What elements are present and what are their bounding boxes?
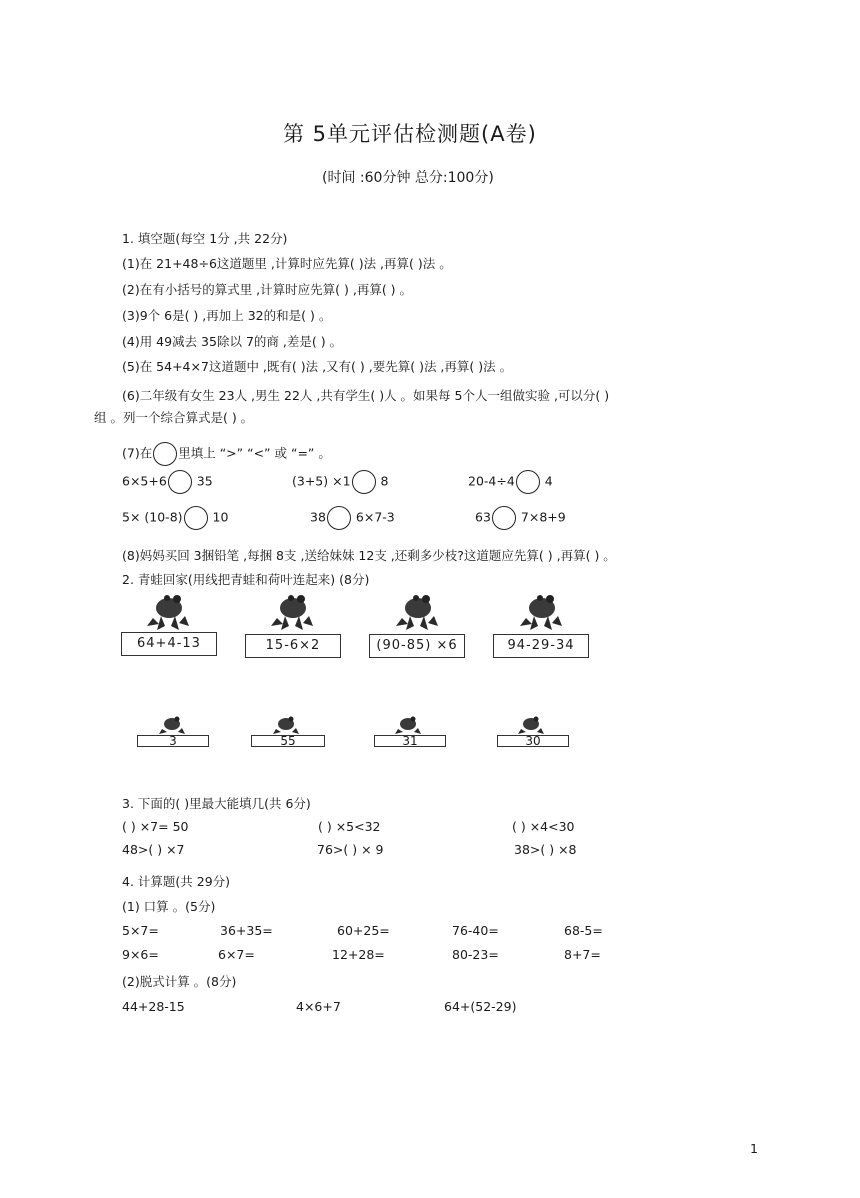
step-item: 4×6+7 bbox=[296, 999, 341, 1014]
q1-item-2: (2)在有小括号的算式里 ,计算时应先算( ) ,再算( ) 。 bbox=[122, 282, 413, 297]
compare-circle[interactable] bbox=[492, 506, 516, 530]
compare-right: 7×8+9 bbox=[520, 509, 566, 525]
answer-circle[interactable] bbox=[153, 442, 177, 466]
q1-item-6: (6)二年级有女生 23人 ,男生 22人 ,共有学生( )人 。如果每 5个人一组做实验 ,可以分( ) bbox=[122, 388, 610, 403]
q4-sub1: (1) 口算 。(5分) bbox=[122, 899, 216, 914]
compare-3 bbox=[468, 470, 553, 494]
q1-item-5: (5)在 54+4×7这道题中 ,既有( )法 ,又有( ) ,要先算( )法 ,再算( )法 。 bbox=[122, 359, 513, 374]
q2-heading: 2. 青蛙回家(用线把青蛙和荷叶连起来) (8分) bbox=[122, 572, 370, 587]
compare-left: 20-4÷4 bbox=[468, 473, 515, 489]
compare-left: 6×5+6 bbox=[122, 473, 167, 489]
q3-item: ( ) ×7= 50 bbox=[122, 819, 189, 834]
q3-item: ( ) ×4<30 bbox=[512, 819, 575, 834]
compare-6 bbox=[475, 506, 566, 530]
q4-sub2: (2)脱式计算 。(8分) bbox=[122, 974, 237, 989]
oral-item: 6×7= bbox=[218, 947, 255, 962]
compare-right: 6×7-3 bbox=[355, 509, 395, 525]
compare-circle[interactable] bbox=[184, 506, 208, 530]
lily-pad-number: 55 bbox=[251, 735, 325, 747]
q1-item-3: (3)9个 6是( ) ,再加上 32的和是( ) 。 bbox=[122, 308, 332, 323]
q7-text-b: 里填上 “>” “<” 或 “=” 。 bbox=[178, 445, 331, 461]
q1-item-7 bbox=[122, 442, 331, 466]
q1-item-8: (8)妈妈买回 3捆铅笔 ,每捆 8支 ,送给妹妹 12支 ,还剩多少枝?这道题应先算( ) ,再算( ) 。 bbox=[122, 548, 616, 563]
compare-circle[interactable] bbox=[327, 506, 351, 530]
oral-item: 12+28= bbox=[332, 947, 385, 962]
compare-right: 35 bbox=[196, 473, 213, 489]
frog-expression: (90-85) ×6 bbox=[369, 634, 465, 658]
oral-item: 5×7= bbox=[122, 923, 159, 938]
q1-item-4: (4)用 49减去 35除以 7的商 ,差是( ) 。 bbox=[122, 334, 343, 349]
frog-icon bbox=[394, 715, 422, 735]
q3-item: 38>( ) ×8 bbox=[514, 842, 577, 857]
q3-item: ( ) ×5<32 bbox=[318, 819, 381, 834]
frog-expression: 64+4-13 bbox=[121, 632, 217, 656]
q1-item-1: (1)在 21+48÷6这道题里 ,计算时应先算( )法 ,再算( )法 。 bbox=[122, 256, 452, 271]
step-item: 64+(52-29) bbox=[444, 999, 517, 1014]
q3-item: 76>( ) × 9 bbox=[317, 842, 384, 857]
compare-2 bbox=[292, 470, 388, 494]
q7-text-a: (7)在 bbox=[122, 445, 153, 461]
frog-expression: 15-6×2 bbox=[245, 634, 341, 658]
oral-item: 36+35= bbox=[220, 923, 273, 938]
lily-pad-number: 3 bbox=[137, 735, 209, 747]
frog-icon bbox=[518, 590, 564, 632]
exam-info: (时间 :60分钟 总分:100分) bbox=[322, 170, 494, 186]
lily-pad-number: 30 bbox=[497, 735, 569, 747]
q1-heading: 1. 填空题(每空 1分 ,共 22分) bbox=[122, 231, 288, 246]
compare-circle[interactable] bbox=[352, 470, 376, 494]
frog-icon bbox=[272, 715, 300, 735]
page-number: 1 bbox=[750, 1141, 758, 1156]
oral-item: 80-23= bbox=[452, 947, 499, 962]
compare-circle[interactable] bbox=[516, 470, 540, 494]
oral-item: 60+25= bbox=[337, 923, 390, 938]
q1-item-6-cont: 组 。列一个综合算式是( ) 。 bbox=[94, 410, 254, 425]
frog-icon bbox=[145, 590, 191, 632]
oral-item: 9×6= bbox=[122, 947, 159, 962]
step-item: 44+28-15 bbox=[122, 999, 185, 1014]
frog-icon bbox=[517, 715, 545, 735]
oral-item: 76-40= bbox=[452, 923, 499, 938]
compare-4 bbox=[122, 506, 228, 530]
compare-circle[interactable] bbox=[168, 470, 192, 494]
compare-1 bbox=[122, 470, 213, 494]
oral-item: 8+7= bbox=[564, 947, 601, 962]
frog-expression: 94-29-34 bbox=[493, 634, 589, 658]
compare-left: 38 bbox=[310, 509, 326, 525]
compare-right: 8 bbox=[380, 473, 389, 489]
frog-icon bbox=[394, 590, 440, 632]
compare-left: (3+5) ×1 bbox=[292, 473, 351, 489]
compare-left: 5× (10-8) bbox=[122, 509, 183, 525]
compare-left: 63 bbox=[475, 509, 491, 525]
compare-right: 4 bbox=[544, 473, 553, 489]
page-title: 第 5单元评估检测题(A卷) bbox=[283, 122, 537, 146]
q3-item: 48>( ) ×7 bbox=[122, 842, 185, 857]
frog-icon bbox=[158, 715, 186, 735]
q3-heading: 3. 下面的( )里最大能填几(共 6分) bbox=[122, 796, 311, 811]
q4-heading: 4. 计算题(共 29分) bbox=[122, 874, 231, 889]
compare-right: 10 bbox=[212, 509, 229, 525]
lily-pad-number: 31 bbox=[374, 735, 446, 747]
oral-item: 68-5= bbox=[564, 923, 603, 938]
compare-5 bbox=[310, 506, 395, 530]
frog-icon bbox=[269, 590, 315, 632]
